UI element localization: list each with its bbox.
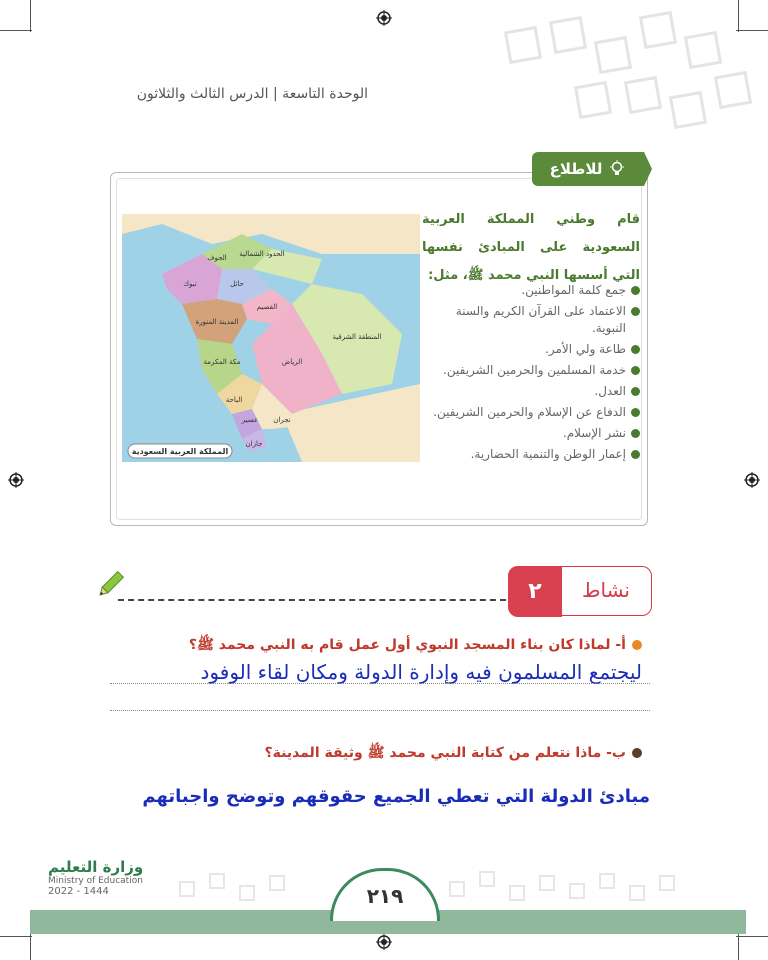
list-item: طاعة ولي الأمر. bbox=[422, 341, 640, 358]
list-item: نشر الإسلام. bbox=[422, 425, 640, 442]
bullet-dot bbox=[632, 748, 642, 758]
decorative-pattern bbox=[468, 0, 768, 150]
map-label-asir: عسير bbox=[241, 416, 259, 424]
activity-number: ٢ bbox=[508, 566, 562, 617]
map-label-baha: الباحة bbox=[225, 396, 243, 404]
ministry-year: 2022 - 1444 bbox=[48, 886, 109, 897]
map-label-qassim: القصيم bbox=[256, 303, 278, 311]
info-tag bbox=[532, 152, 644, 186]
question-2-text: ب- ماذا نتعلم من كتابة النبي محمد ﷺ وثيقة المدينة؟ bbox=[264, 745, 626, 761]
list-item: إعمار الوطن والتنمية الحضارية. bbox=[422, 446, 640, 463]
activity-divider bbox=[118, 599, 506, 601]
map-label-makkah: مكة المكرمة bbox=[203, 358, 241, 366]
info-intro: قام وطني المملكة العربية السعودية على المبادئ نفسها التي أسسها النبي محمد ﷺ، مثل: bbox=[422, 212, 640, 283]
answer-line bbox=[110, 710, 650, 711]
answer-line bbox=[110, 683, 650, 684]
map-label-madinah: المدينة المنورة bbox=[195, 318, 239, 326]
crop-mark bbox=[736, 936, 768, 937]
lightbulb-icon bbox=[608, 160, 626, 178]
map-label-najran: نجران bbox=[273, 416, 291, 424]
ministry-name-ar: وزارة التعليم bbox=[48, 858, 144, 876]
list-item: العدل. bbox=[422, 383, 640, 400]
list-item: خدمة المسلمين والحرمين الشريفين. bbox=[422, 362, 640, 379]
page-number: ٢١٩ bbox=[330, 868, 440, 921]
map-label-jazan: جازان bbox=[245, 440, 263, 448]
ministry-name-en: Ministry of Education bbox=[48, 876, 143, 886]
list-item: الاعتماد على القرآن الكريم والسنة النبوية. bbox=[422, 303, 640, 337]
map-label-tabuk: تبوك bbox=[183, 280, 197, 288]
crop-mark bbox=[30, 0, 31, 32]
answer-2: مبادئ الدولة التي تعطي الجميع حقوقهم وتوضح واجباتهم bbox=[142, 786, 650, 807]
registration-target-icon bbox=[8, 472, 24, 488]
tag-notch bbox=[644, 152, 652, 186]
map-caption: المملكة العربية السعودية bbox=[131, 447, 229, 456]
list-item: الدفاع عن الإسلام والحرمين الشريفين. bbox=[422, 404, 640, 421]
crop-mark bbox=[0, 30, 32, 31]
info-tag-label: للاطلاع bbox=[549, 160, 603, 178]
ministry-logo bbox=[48, 858, 168, 897]
registration-target-icon bbox=[376, 10, 392, 26]
question-1 bbox=[82, 636, 642, 656]
question-2 bbox=[82, 744, 642, 764]
breadcrumb: الوحدة التاسعة | الدرس الثالث والثلاثون bbox=[136, 86, 368, 102]
principles-list bbox=[422, 282, 640, 467]
map-label-hail: حائل bbox=[230, 280, 244, 288]
activity-label: نشاط bbox=[582, 578, 630, 602]
map-label-riyadh: الرياض bbox=[281, 358, 303, 366]
question-1-text: أ- لماذا كان بناء المسجد النبوي أول عمل قام به النبي محمد ﷺ؟ bbox=[188, 637, 626, 653]
saudi-map bbox=[122, 214, 420, 462]
registration-target-icon bbox=[744, 472, 760, 488]
pencil-icon bbox=[96, 570, 124, 600]
crop-mark bbox=[738, 930, 739, 960]
list-item: جمع كلمة المواطنين. bbox=[422, 282, 640, 299]
map-label-jouf: الجوف bbox=[207, 254, 227, 262]
crop-mark bbox=[0, 936, 32, 937]
crop-mark bbox=[30, 930, 31, 960]
map-label-eastern: المنطقة الشرقية bbox=[332, 333, 382, 341]
registration-target-icon bbox=[376, 934, 392, 950]
bullet-dot bbox=[632, 640, 642, 650]
map-label-northern: الحدود الشمالية bbox=[239, 250, 285, 258]
answer-1: ليجتمع المسلمون فيه وإدارة الدولة ومكان لقاء الوفود bbox=[200, 660, 642, 684]
